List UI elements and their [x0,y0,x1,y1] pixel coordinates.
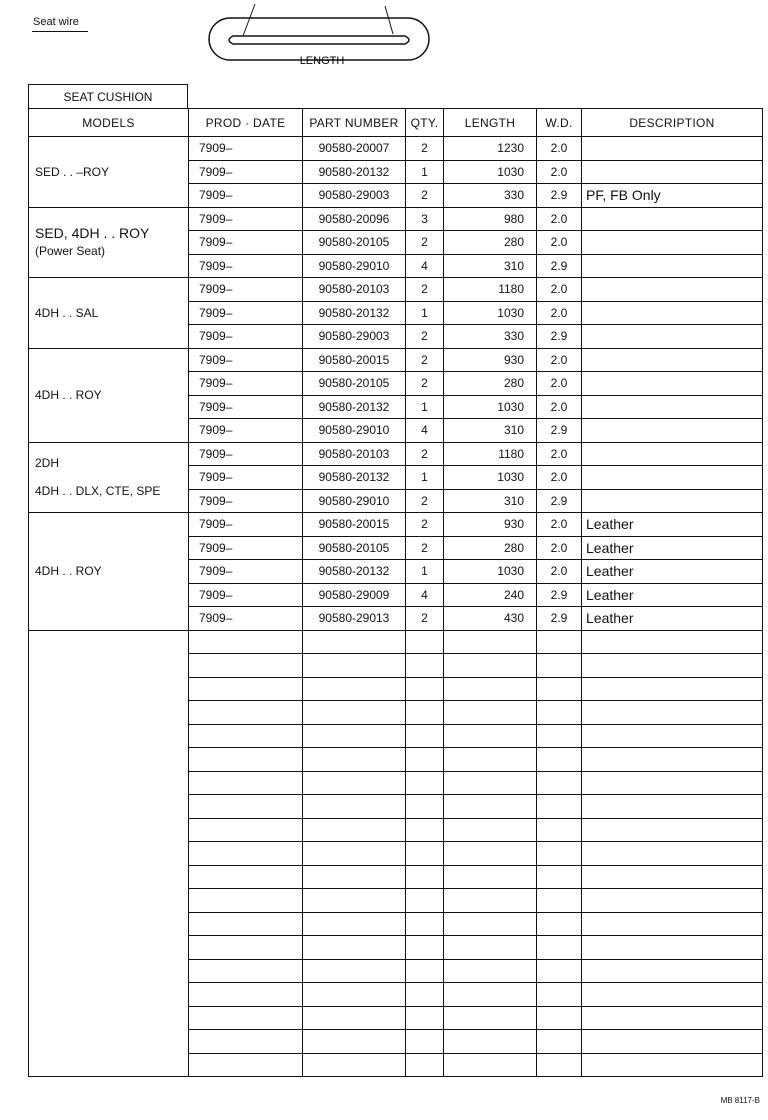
empty-cell [406,701,444,725]
wd-cell: 2.9 [537,254,582,278]
footer-code: MB 8117-B [720,1096,760,1105]
length-cell: 240 [444,583,537,607]
prod-date-cell: 7909– [189,348,303,372]
empty-cell [582,677,763,701]
prod-date-cell: 7909– [189,607,303,631]
prod-date-cell: 7909– [189,489,303,513]
empty-cell [406,983,444,1007]
wd-cell: 2.0 [537,207,582,231]
empty-cell [303,983,406,1007]
empty-cell [406,842,444,866]
empty-cell [537,1030,582,1054]
description-cell [582,466,763,490]
empty-cell [537,1006,582,1030]
wd-cell: 2.0 [537,160,582,184]
empty-cell [582,889,763,913]
qty-cell: 1 [406,560,444,584]
description-cell [582,254,763,278]
empty-cell [582,1053,763,1077]
description-cell [582,419,763,443]
empty-cell [537,818,582,842]
part-number-cell: 90580-29010 [303,254,406,278]
empty-cell [582,630,763,654]
length-cell: 330 [444,184,537,208]
empty-cell [189,630,303,654]
qty-cell: 1 [406,395,444,419]
prod-date-cell: 7909– [189,372,303,396]
empty-cell [444,912,537,936]
qty-cell: 2 [406,513,444,537]
part-number-cell: 90580-20132 [303,301,406,325]
empty-cell [303,748,406,772]
empty-cell [444,818,537,842]
section-label: SEAT CUSHION [28,84,188,108]
description-cell [582,442,763,466]
empty-cell [189,936,303,960]
qty-cell: 4 [406,419,444,443]
model-line: (Power Seat) [35,244,106,259]
empty-cell [189,1053,303,1077]
model-line: 4DH . . DLX, CTE, SPE [35,484,161,499]
part-number-cell: 90580-29010 [303,419,406,443]
empty-cell [406,677,444,701]
model-cell [29,207,189,278]
empty-cell [444,1030,537,1054]
empty-cell [189,818,303,842]
seat-wire-diagram [205,0,435,72]
empty-cell [537,677,582,701]
part-number-cell: 90580-20132 [303,395,406,419]
model-line: 4DH . . SAL [35,305,99,320]
empty-cell [303,889,406,913]
description-cell [582,278,763,302]
prod-date-cell: 7909– [189,466,303,490]
wd-cell: 2.9 [537,489,582,513]
wd-cell: 2.0 [537,348,582,372]
empty-cell [189,654,303,678]
empty-cell [582,1006,763,1030]
table-row [29,348,763,372]
empty-cell [189,724,303,748]
prod-date-cell: 7909– [189,207,303,231]
empty-cell [189,1006,303,1030]
page-title: Seat wire [33,16,79,28]
qty-cell: 2 [406,278,444,302]
description-cell [582,301,763,325]
empty-cell [537,959,582,983]
prod-date-cell: 7909– [189,536,303,560]
qty-cell: 2 [406,231,444,255]
prod-date-cell: 7909– [189,560,303,584]
part-number-cell: 90580-20132 [303,160,406,184]
empty-cell [444,959,537,983]
length-cell: 1030 [444,395,537,419]
wd-cell: 2.0 [537,278,582,302]
model-cell [29,513,189,631]
empty-cell [582,959,763,983]
part-number-cell: 90580-29003 [303,325,406,349]
empty-cell [406,1006,444,1030]
header-row [29,109,763,137]
empty-cell [444,1006,537,1030]
empty-cell [303,912,406,936]
empty-cell [537,771,582,795]
part-number-cell: 90580-20105 [303,231,406,255]
empty-cell [444,748,537,772]
description-cell [582,207,763,231]
empty-cell [406,795,444,819]
table-row [29,207,763,231]
header-length: LENGTH [444,109,537,137]
prod-date-cell: 7909– [189,137,303,161]
description-cell: Leather [582,536,763,560]
length-cell: 280 [444,372,537,396]
prod-date-cell: 7909– [189,395,303,419]
qty-cell: 2 [406,442,444,466]
description-cell [582,137,763,161]
length-cell: 330 [444,325,537,349]
empty-cell [444,677,537,701]
qty-cell: 2 [406,137,444,161]
wd-cell: 2.0 [537,395,582,419]
empty-cell [406,748,444,772]
empty-cell [444,630,537,654]
left-arrow-line [243,4,255,36]
empty-cell [189,795,303,819]
model-line: 2DH [35,456,60,471]
title-underline [32,31,88,32]
empty-cell [582,771,763,795]
empty-cell [406,1053,444,1077]
part-number-cell: 90580-20132 [303,560,406,584]
empty-model-cell [29,630,189,1077]
description-cell [582,325,763,349]
part-number-cell: 90580-20132 [303,466,406,490]
empty-cell [537,701,582,725]
wd-cell: 2.9 [537,583,582,607]
prod-date-cell: 7909– [189,231,303,255]
empty-cell [537,842,582,866]
part-number-cell: 90580-20007 [303,137,406,161]
empty-cell [303,959,406,983]
qty-cell: 1 [406,160,444,184]
description-cell [582,372,763,396]
empty-row [29,630,763,654]
description-cell: Leather [582,513,763,537]
wd-cell: 2.0 [537,137,582,161]
table-row [29,137,763,161]
part-number-cell: 90580-29010 [303,489,406,513]
header-models: MODELS [29,109,189,137]
length-cell: 980 [444,207,537,231]
length-cell: 1030 [444,301,537,325]
empty-cell [406,630,444,654]
qty-cell: 2 [406,348,444,372]
empty-cell [582,654,763,678]
table-body [29,137,763,1077]
empty-cell [406,1030,444,1054]
wd-cell: 2.0 [537,301,582,325]
part-number-cell: 90580-29009 [303,583,406,607]
empty-cell [406,936,444,960]
description-cell: Leather [582,607,763,631]
qty-cell: 3 [406,207,444,231]
empty-cell [189,842,303,866]
header-part-number: PART NUMBER [303,109,406,137]
empty-cell [303,1053,406,1077]
description-cell: PF, FB Only [582,184,763,208]
prod-date-cell: 7909– [189,160,303,184]
empty-cell [444,983,537,1007]
wd-cell: 2.0 [537,536,582,560]
empty-cell [444,795,537,819]
empty-cell [189,701,303,725]
empty-cell [303,818,406,842]
qty-cell: 4 [406,583,444,607]
empty-cell [582,818,763,842]
length-cell: 1230 [444,137,537,161]
empty-cell [189,1030,303,1054]
empty-cell [303,654,406,678]
empty-cell [444,771,537,795]
empty-cell [582,842,763,866]
wd-cell: 2.9 [537,607,582,631]
part-number-cell: 90580-20105 [303,536,406,560]
header-wd: W.D. [537,109,582,137]
empty-cell [303,1030,406,1054]
prod-date-cell: 7909– [189,419,303,443]
qty-cell: 4 [406,254,444,278]
empty-cell [537,630,582,654]
wd-cell: 2.0 [537,231,582,255]
empty-cell [444,889,537,913]
prod-date-cell: 7909– [189,325,303,349]
empty-cell [537,936,582,960]
empty-cell [537,912,582,936]
empty-cell [303,1006,406,1030]
length-cell: 430 [444,607,537,631]
wd-cell: 2.0 [537,513,582,537]
right-arrow-line [385,6,393,34]
qty-cell: 2 [406,372,444,396]
wd-cell: 2.9 [537,419,582,443]
qty-cell: 2 [406,325,444,349]
empty-cell [537,889,582,913]
qty-cell: 2 [406,607,444,631]
description-cell [582,160,763,184]
empty-cell [444,701,537,725]
prod-date-cell: 7909– [189,442,303,466]
length-cell: 310 [444,254,537,278]
wd-cell: 2.9 [537,184,582,208]
wd-cell: 2.0 [537,372,582,396]
qty-cell: 1 [406,466,444,490]
empty-cell [582,983,763,1007]
length-cell: 280 [444,231,537,255]
empty-cell [189,771,303,795]
empty-cell [406,889,444,913]
model-line: 4DH . . ROY [35,564,102,579]
length-cell: 280 [444,536,537,560]
parts-table [28,108,763,1077]
description-cell [582,348,763,372]
part-number-cell: 90580-20015 [303,513,406,537]
empty-cell [444,842,537,866]
model-cell [29,278,189,349]
empty-cell [406,654,444,678]
wire-shape [229,36,409,44]
empty-cell [303,630,406,654]
prod-date-cell: 7909– [189,184,303,208]
empty-cell [303,677,406,701]
empty-cell [582,795,763,819]
empty-cell [189,865,303,889]
length-cell: 1030 [444,560,537,584]
qty-cell: 1 [406,301,444,325]
wire-outline [209,18,429,60]
part-number-cell: 90580-29003 [303,184,406,208]
qty-cell: 2 [406,184,444,208]
empty-cell [537,1053,582,1077]
empty-cell [406,959,444,983]
empty-cell [582,865,763,889]
description-cell: Leather [582,583,763,607]
empty-cell [582,724,763,748]
description-cell [582,489,763,513]
prod-date-cell: 7909– [189,278,303,302]
length-cell: 930 [444,348,537,372]
length-cell: 310 [444,419,537,443]
part-number-cell: 90580-20015 [303,348,406,372]
prod-date-cell: 7909– [189,254,303,278]
empty-cell [303,842,406,866]
empty-cell [189,889,303,913]
empty-cell [406,818,444,842]
empty-cell [444,654,537,678]
length-cell: 1180 [444,442,537,466]
empty-cell [582,936,763,960]
table-row [29,513,763,537]
empty-cell [444,724,537,748]
part-number-cell: 90580-20096 [303,207,406,231]
model-cell [29,348,189,442]
empty-cell [303,701,406,725]
part-number-cell: 90580-20103 [303,442,406,466]
description-cell: Leather [582,560,763,584]
description-cell [582,231,763,255]
length-cell: 1030 [444,160,537,184]
empty-cell [582,912,763,936]
empty-cell [189,748,303,772]
empty-cell [582,1030,763,1054]
model-line: 4DH . . ROY [35,388,102,402]
empty-cell [537,748,582,772]
empty-cell [582,701,763,725]
part-number-cell: 90580-20103 [303,278,406,302]
qty-cell: 2 [406,536,444,560]
empty-cell [582,748,763,772]
wd-cell: 2.0 [537,466,582,490]
empty-cell [444,865,537,889]
parts-table-wrap [28,84,762,1077]
empty-cell [537,983,582,1007]
empty-cell [189,677,303,701]
empty-cell [444,1053,537,1077]
model-cell [29,137,189,208]
empty-cell [537,865,582,889]
empty-cell [406,771,444,795]
empty-cell [537,724,582,748]
empty-cell [406,724,444,748]
wd-cell: 2.0 [537,442,582,466]
wd-cell: 2.9 [537,325,582,349]
empty-cell [303,936,406,960]
empty-cell [537,795,582,819]
part-number-cell: 90580-20105 [303,372,406,396]
length-cell: 1180 [444,278,537,302]
length-cell: 1030 [444,466,537,490]
header-prod-date: PROD · DATE [189,109,303,137]
empty-cell [189,912,303,936]
length-label: LENGTH [299,55,345,67]
table-row [29,442,763,466]
model-cell [29,442,189,513]
prod-date-cell: 7909– [189,513,303,537]
wd-cell: 2.0 [537,560,582,584]
prod-date-cell: 7909– [189,583,303,607]
prod-date-cell: 7909– [189,301,303,325]
part-number-cell: 90580-29013 [303,607,406,631]
description-cell [582,395,763,419]
length-cell: 930 [444,513,537,537]
empty-cell [303,865,406,889]
header-qty: QTY. [406,109,444,137]
model-line: SED . . –ROY [35,164,110,179]
empty-cell [303,795,406,819]
empty-cell [189,959,303,983]
empty-cell [189,983,303,1007]
qty-cell: 2 [406,489,444,513]
model-line: SED, 4DH . . ROY [35,225,150,242]
empty-cell [406,912,444,936]
empty-cell [406,865,444,889]
empty-cell [537,654,582,678]
empty-cell [303,771,406,795]
header-description: DESCRIPTION [582,109,763,137]
empty-cell [303,724,406,748]
table-row [29,278,763,302]
empty-cell [444,936,537,960]
length-cell: 310 [444,489,537,513]
